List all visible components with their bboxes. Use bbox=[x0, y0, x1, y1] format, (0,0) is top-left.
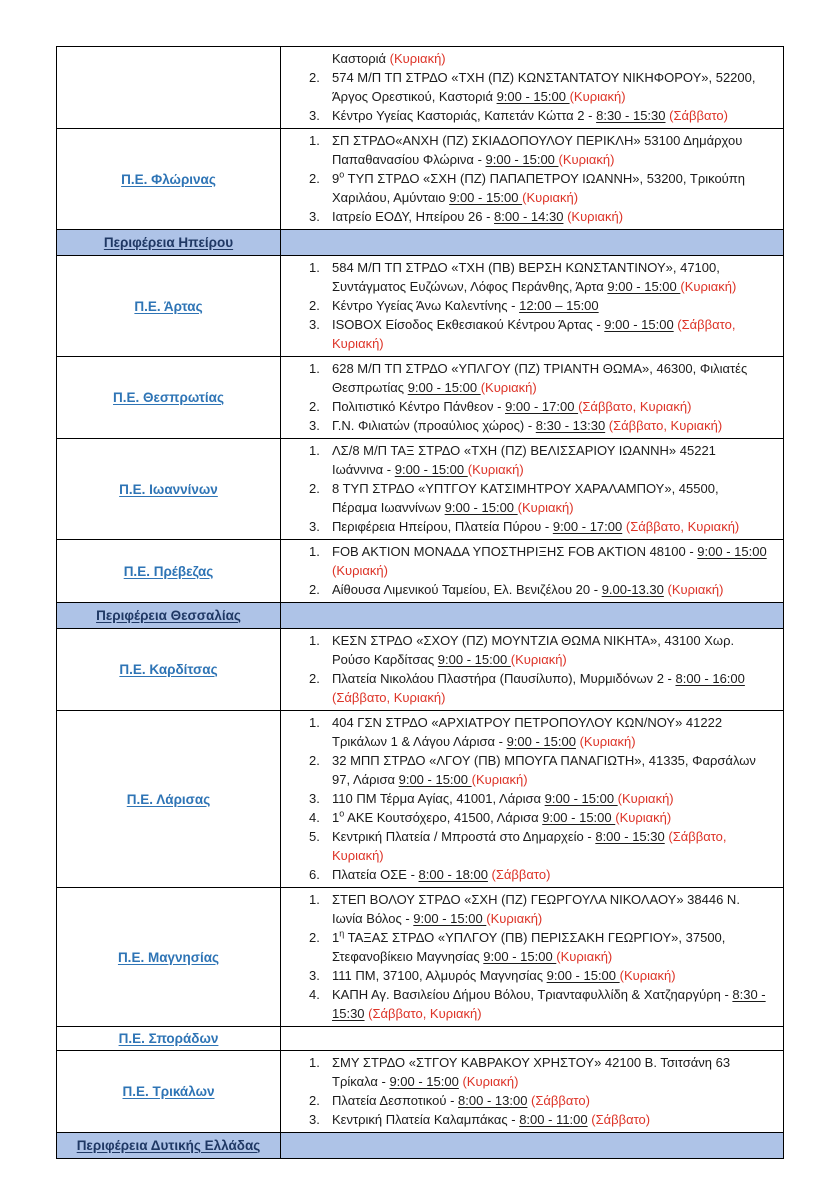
hours-segment: 9:00 - 15:00 bbox=[496, 89, 570, 104]
item-text-segment: 1 bbox=[332, 930, 340, 945]
region-label[interactable]: Π.Ε. Ιωαννίνων bbox=[119, 481, 218, 497]
table-row bbox=[57, 629, 784, 711]
item-text-segment: ΣΤΕΠ ΒΟΛΟΥ ΣΤΡΔΟ «ΣΧΗ (ΠΖ) ΓΕΩΡΓΟΥΛΑ ΝΙΚΟΛΑΟΥ» 38446 Ν. Ιωνία Βόλος - bbox=[332, 892, 740, 926]
day-segment: (Κυριακή) bbox=[467, 462, 524, 477]
item-text-segment: Καστοριά bbox=[332, 51, 390, 66]
item-number: 3. bbox=[309, 209, 320, 224]
table-row bbox=[57, 711, 784, 888]
item-text-segment: FOB AKTION ΜΟΝΑΔΑ ΥΠΟΣΤΗΡΙΞΗΣ FOB AKTION 48100 - bbox=[332, 544, 698, 559]
list-item bbox=[309, 669, 767, 707]
table-row bbox=[57, 1051, 784, 1133]
item-text-segment: 32 ΜΠΠ ΣΤΡΔΟ «ΛΓΟΥ (ΠΒ) ΜΠΟΥΓΑ ΠΑΝΑΓΙΩΤΗ», 41335, Φαρσάλων 97, Λάρισα bbox=[332, 753, 756, 787]
items-cell bbox=[281, 888, 784, 1027]
list-item bbox=[309, 1053, 767, 1091]
item-text-segment: Πλατεία ΟΣΕ - bbox=[332, 867, 419, 882]
day-segment: (Κυριακή) bbox=[522, 190, 579, 205]
hours-segment: 9:00 - 15:00 bbox=[398, 772, 472, 787]
day-segment: (Κυριακή) bbox=[567, 209, 624, 224]
item-number: 2. bbox=[309, 1093, 320, 1108]
section-row bbox=[57, 230, 784, 256]
item-text bbox=[332, 296, 767, 315]
region-cell bbox=[57, 129, 281, 230]
list-item bbox=[309, 713, 767, 751]
day-segment: (Σάββατο) bbox=[491, 867, 551, 882]
item-number: 6. bbox=[309, 867, 320, 882]
items-cell bbox=[281, 711, 784, 888]
item-number bbox=[309, 49, 332, 68]
item-number: 2. bbox=[309, 671, 320, 686]
section-empty-cell bbox=[281, 603, 784, 629]
item-text-segment: 8 ΤΥΠ ΣΤΡΔΟ «ΥΠΤΓΟΥ ΚΑΤΣΙΜΗΤΡΟΥ ΧΑΡΑΛΑΜΠΟΥ», 45500, Πέραμα Ιωαννίνων bbox=[332, 481, 719, 515]
item-text bbox=[332, 106, 767, 125]
hours-segment: 9:00 - 17:00 bbox=[552, 519, 623, 534]
item-text bbox=[332, 669, 767, 707]
day-segment: (Κυριακή) bbox=[667, 582, 724, 597]
region-label[interactable]: Π.Ε. Μαγνησίας bbox=[117, 949, 220, 965]
day-segment: (Κυριακή) bbox=[556, 949, 613, 964]
hours-segment: 9:00 - 17:00 bbox=[505, 399, 579, 414]
item-text bbox=[332, 169, 767, 207]
hours-segment: 9:00 - 15:00 bbox=[449, 190, 523, 205]
day-segment: (Κυριακή) bbox=[617, 791, 674, 806]
hours-segment: 8:00 - 16:00 bbox=[675, 671, 745, 686]
list-item bbox=[309, 827, 767, 865]
list-item bbox=[309, 397, 767, 416]
item-text bbox=[332, 751, 767, 789]
superscript-segment: η bbox=[339, 928, 345, 939]
hours-segment: 8:00 - 13:00 bbox=[458, 1093, 528, 1108]
hours-segment: 9:00 - 15:00 bbox=[389, 1074, 459, 1089]
region-label[interactable]: Π.Ε. Τρικάλων bbox=[122, 1084, 215, 1099]
hours-segment: 8:00 - 14:30 bbox=[494, 209, 564, 224]
day-segment: (Κυριακή) bbox=[462, 1074, 519, 1089]
list-item bbox=[309, 359, 767, 397]
list-item bbox=[309, 106, 767, 125]
item-text bbox=[332, 789, 767, 808]
item-number: 3. bbox=[309, 791, 320, 806]
table-row bbox=[57, 357, 784, 439]
section-empty-cell bbox=[281, 1133, 784, 1159]
list-item bbox=[309, 68, 767, 106]
day-segment: (Σάββατο, Κυριακή) bbox=[578, 399, 692, 414]
list-item bbox=[309, 315, 767, 353]
hours-segment: 9:00 - 15:00 bbox=[506, 734, 576, 749]
items-cell bbox=[281, 47, 784, 129]
item-number: 1. bbox=[309, 715, 320, 730]
item-number: 4. bbox=[309, 987, 320, 1002]
hours-segment: 12:00 – 15:00 bbox=[519, 298, 599, 313]
item-text bbox=[332, 359, 767, 397]
item-text bbox=[332, 315, 767, 353]
item-number: 2. bbox=[309, 70, 320, 85]
item-text bbox=[332, 542, 767, 580]
hours-segment: 9:00 - 15:00 bbox=[546, 968, 620, 983]
item-text-segment: ΛΣ/8 Μ/Π ΤΑΞ ΣΤΡΔΟ «ΤΧΗ (ΠΖ) ΒΕΛΙΣΣΑΡΙΟΥ ΙΩΑΝΝΗ» 45221 Ιωάννινα - bbox=[332, 443, 716, 477]
item-text bbox=[332, 580, 767, 599]
item-text bbox=[332, 966, 767, 985]
day-segment: (Σάββατο, Κυριακή) bbox=[332, 829, 727, 863]
item-text-segment: Πολιτιστικό Κέντρο Πάνθεον - bbox=[332, 399, 506, 414]
item-number: 2. bbox=[309, 171, 320, 186]
item-text-segment: 584 Μ/Π ΤΠ ΣΤΡΔΟ «ΤΧΗ (ΠΒ) ΒΕΡΣΗ ΚΩΝΣΤΑΝΤΙΝΟΥ», 47100, Συντάγματος Ευζώνων, Λόφος Περάνθης, Άρτα bbox=[332, 260, 720, 294]
day-segment: (Σάββατο, Κυριακή) bbox=[608, 418, 723, 433]
section-label-cell bbox=[57, 230, 281, 256]
item-number: 5. bbox=[309, 829, 320, 844]
section-empty-cell bbox=[281, 230, 784, 256]
item-number: 1. bbox=[309, 443, 320, 458]
section-label: Περιφέρεια Ηπείρου bbox=[103, 235, 234, 250]
region-cell bbox=[57, 540, 281, 603]
item-text-segment: Γ.Ν. Φιλιατών (προαύλιος χώρος) - bbox=[332, 418, 536, 433]
item-text-segment: 1 bbox=[332, 810, 340, 825]
item-text bbox=[332, 258, 767, 296]
day-segment: (Κυριακή) bbox=[558, 152, 615, 167]
day-segment: (Σάββατο) bbox=[531, 1093, 590, 1108]
section-row bbox=[57, 603, 784, 629]
item-text-segment: Κεντρική Πλατεία / Μπροστά στο Δημαρχείο - bbox=[332, 829, 596, 844]
item-text bbox=[332, 131, 767, 169]
region-label[interactable]: Π.Ε. Θεσπρωτίας bbox=[113, 390, 224, 405]
list-item bbox=[309, 865, 767, 884]
item-text-segment: 111 ΠΜ, 37100, Αλμυρός Μαγνησίας bbox=[332, 968, 547, 983]
item-text-segment: ΤΥΠ ΣΤΡΔΟ «ΣΧΗ (ΠΖ) ΠΑΠΑΠΕΤΡΟΥ ΙΩΑΝΝΗ», 53200, Τρικούπη Χαριλάου, Αμύνταιο bbox=[332, 171, 745, 205]
item-number: 2. bbox=[309, 298, 320, 313]
list-item bbox=[309, 631, 767, 669]
region-cell bbox=[57, 439, 281, 540]
item-number: 1. bbox=[309, 633, 320, 648]
region-cell bbox=[57, 711, 281, 888]
item-text-segment: ISOBOX Είσοδος Εκθεσιακού Κέντρου Άρτας - bbox=[332, 317, 605, 332]
item-number: 2. bbox=[309, 582, 320, 597]
schedule-table bbox=[56, 46, 784, 1159]
hours-segment: 8:30 - 13:30 bbox=[535, 418, 606, 433]
item-text bbox=[332, 1053, 767, 1091]
day-segment: (Κυριακή) bbox=[332, 563, 388, 578]
item-number: 1. bbox=[309, 260, 320, 275]
item-text-segment: Ιατρείο ΕΟΔΥ, Ηπείρου 26 - bbox=[332, 209, 495, 224]
section-label: Περιφέρεια Δυτικής Ελλάδας bbox=[76, 1138, 261, 1153]
list-item bbox=[309, 1110, 767, 1129]
item-text bbox=[332, 1091, 767, 1110]
list-item bbox=[309, 966, 767, 985]
item-text bbox=[332, 479, 767, 517]
day-segment: (Κυριακή) bbox=[619, 968, 676, 983]
region-label[interactable]: Π.Ε. Σποράδων bbox=[118, 1031, 219, 1046]
list-item bbox=[309, 751, 767, 789]
table-row bbox=[57, 540, 784, 603]
item-text-segment: 110 ΠΜ Τέρμα Αγίας, 41001, Λάρισα bbox=[332, 791, 545, 806]
day-segment: (Σάββατο) bbox=[591, 1112, 651, 1127]
list-item bbox=[309, 169, 767, 207]
item-number: 1. bbox=[309, 361, 320, 376]
item-text bbox=[332, 890, 767, 928]
item-text-segment: Πλατεία Νικολάου Πλαστήρα (Παυσίλυπο), Μυρμιδόνων 2 - bbox=[332, 671, 676, 686]
item-text-segment: ΣΜΥ ΣΤΡΔΟ «ΣΤΓΟΥ ΚΑΒΡΑΚΟΥ ΧΡΗΣΤΟΥ» 42100 Β. Τσιτσάνη 63 Τρίκαλα - bbox=[332, 1055, 731, 1089]
hours-segment: 8:00 - 15:30 bbox=[595, 829, 665, 844]
day-segment: (Κυριακή) bbox=[389, 51, 446, 66]
section-label-cell bbox=[57, 603, 281, 629]
item-number: 3. bbox=[309, 108, 320, 123]
region-cell bbox=[57, 1051, 281, 1133]
list-item bbox=[309, 928, 767, 966]
list-item bbox=[309, 808, 767, 827]
item-text bbox=[332, 1110, 767, 1129]
item-text-segment: 574 Μ/Π ΤΠ ΣΤΡΔΟ «ΤΧΗ (ΠΖ) ΚΩΝΣΤΑΝΤΑΤΟΥ ΝΙΚΗΦΟΡΟΥ», 52200, Άργος Ορεστικού, Καστοριά bbox=[332, 70, 756, 104]
item-text bbox=[332, 865, 767, 884]
hours-segment: 9:00 - 15:00 bbox=[394, 462, 468, 477]
hours-segment: 9:00 - 15:00 bbox=[542, 810, 616, 825]
hours-segment: 9:00 - 15:00 bbox=[485, 152, 559, 167]
hours-segment: 9:00 - 15:00 bbox=[444, 500, 518, 515]
list-item bbox=[309, 296, 767, 315]
items-cell bbox=[281, 540, 784, 603]
list-item bbox=[309, 517, 767, 536]
item-text-segment: Κέντρο Υγείας Άνω Καλεντίνης - bbox=[332, 298, 520, 313]
region-label[interactable]: Π.Ε. Πρέβεζας bbox=[123, 563, 214, 579]
item-text-segment: ΑΚΕ Κουτσόχερο, 41500, Λάρισα bbox=[344, 810, 543, 825]
item-text bbox=[332, 441, 767, 479]
items-cell bbox=[281, 1027, 784, 1051]
item-text-segment: Αίθουσα Λιμενικού Ταμείου, Ελ. Βενιζέλου 20 - bbox=[332, 582, 602, 597]
items-cell bbox=[281, 129, 784, 230]
list-item bbox=[309, 131, 767, 169]
day-segment: (Κυριακή) bbox=[471, 772, 528, 787]
hours-segment: 9:00 - 15:00 bbox=[604, 317, 674, 332]
table-row bbox=[57, 256, 784, 357]
item-text bbox=[332, 827, 767, 865]
item-number: 1. bbox=[309, 133, 320, 148]
day-segment: (Κυριακή) bbox=[615, 810, 672, 825]
list-item bbox=[309, 441, 767, 479]
item-text bbox=[332, 397, 767, 416]
table-row bbox=[57, 1027, 784, 1051]
region-cell bbox=[57, 888, 281, 1027]
hours-segment: 9:00 - 15:00 bbox=[483, 949, 557, 964]
table-row bbox=[57, 888, 784, 1027]
item-text-segment: Πλατεία Δεσποτικού - bbox=[332, 1093, 459, 1108]
superscript-segment: ο bbox=[339, 169, 345, 180]
day-segment: (Σάββατο, Κυριακή) bbox=[332, 690, 446, 705]
region-cell bbox=[57, 256, 281, 357]
list-item bbox=[309, 479, 767, 517]
hours-segment: 8:30 - 15:30 bbox=[332, 987, 766, 1021]
item-number: 2. bbox=[309, 399, 320, 414]
table-row bbox=[57, 47, 784, 129]
item-number: 3. bbox=[309, 519, 320, 534]
region-cell bbox=[57, 47, 281, 129]
item-number: 2. bbox=[309, 930, 320, 945]
item-text bbox=[332, 985, 767, 1023]
superscript-segment: ο bbox=[339, 808, 345, 819]
item-number: 2. bbox=[309, 753, 320, 768]
item-text bbox=[332, 631, 767, 669]
item-number: 1. bbox=[309, 892, 320, 907]
item-text bbox=[332, 808, 767, 827]
region-cell bbox=[57, 357, 281, 439]
item-number: 1. bbox=[309, 1055, 320, 1070]
day-segment: (Σάββατο, Κυριακή) bbox=[368, 1006, 482, 1021]
item-text-segment: Κεντρική Πλατεία Καλαμπάκας - bbox=[332, 1112, 520, 1127]
items-cell bbox=[281, 629, 784, 711]
hours-segment: 9:00 - 15:00 bbox=[544, 791, 618, 806]
hours-segment: 8:30 - 15:30 bbox=[596, 108, 666, 123]
item-number: 3. bbox=[309, 418, 320, 433]
item-text-segment: ΚΑΠΗ Αγ. Βασιλείου Δήμου Βόλου, Τριανταφυλλίδη & Χατζηαργύρη - bbox=[332, 987, 733, 1002]
region-cell bbox=[57, 1027, 281, 1051]
day-segment: (Κυριακή) bbox=[680, 279, 737, 294]
section-label: Περιφέρεια Θεσσαλίας bbox=[96, 608, 241, 623]
section-row bbox=[57, 1133, 784, 1159]
hours-segment: 9.00-13.30 bbox=[601, 582, 664, 597]
item-text bbox=[332, 49, 767, 68]
list-item bbox=[309, 542, 767, 580]
region-cell bbox=[57, 629, 281, 711]
item-text-segment: ΣΠ ΣΤΡΔΟ«ΑΝΧΗ (ΠΖ) ΣΚΙΑΔΟΠΟΥΛΟΥ ΠΕΡΙΚΛΗ» 53100 Δημάρχου Παπαθανασίου Φλώρινα - bbox=[332, 133, 743, 167]
list-item bbox=[309, 416, 767, 435]
day-segment: (Σάββατο, Κυριακή) bbox=[625, 519, 740, 534]
items-cell bbox=[281, 1051, 784, 1133]
region-label[interactable]: Π.Ε. Άρτας bbox=[134, 298, 203, 314]
hours-segment: 9:00 - 15:00 bbox=[437, 652, 511, 667]
items-cell bbox=[281, 256, 784, 357]
table-row bbox=[57, 129, 784, 230]
list-item bbox=[309, 985, 767, 1023]
day-segment: (Κυριακή) bbox=[517, 500, 574, 515]
day-segment: (Κυριακή) bbox=[486, 911, 543, 926]
item-text bbox=[332, 68, 767, 106]
item-text-segment: Κέντρο Υγείας Καστοριάς, Καπετάν Κώττα 2 - bbox=[332, 108, 597, 123]
list-item bbox=[309, 207, 767, 226]
region-label[interactable]: Π.Ε. Φλώρινας bbox=[121, 171, 216, 187]
item-text bbox=[332, 207, 767, 226]
region-label[interactable]: Π.Ε. Καρδίτσας bbox=[119, 662, 218, 677]
hours-segment: 9:00 - 15:00 bbox=[407, 380, 481, 395]
item-number: 1. bbox=[309, 544, 320, 559]
list-item bbox=[309, 890, 767, 928]
item-number: 2. bbox=[309, 481, 320, 496]
hours-segment: 9:00 - 15:00 bbox=[607, 279, 681, 294]
item-number: 3. bbox=[309, 1112, 320, 1127]
items-cell bbox=[281, 439, 784, 540]
item-text-segment: Περιφέρεια Ηπείρου, Πλατεία Πύρου - bbox=[332, 519, 553, 534]
day-segment: (Κυριακή) bbox=[579, 734, 636, 749]
item-text bbox=[332, 713, 767, 751]
item-text bbox=[332, 416, 767, 435]
hours-segment: 9:00 - 15:00 bbox=[697, 544, 767, 559]
day-segment: (Κυριακή) bbox=[510, 652, 567, 667]
item-text-segment: 628 Μ/Π ΤΠ ΣΤΡΔΟ «ΥΠΛΓΟΥ (ΠΖ) ΤΡΙΑΝΤΗ ΘΩΜΑ», 46300, Φιλιατές Θεσπρωτίας bbox=[332, 361, 748, 395]
day-segment: (Σάββατο, Κυριακή) bbox=[332, 317, 736, 351]
list-item bbox=[309, 580, 767, 599]
items-cell bbox=[281, 357, 784, 439]
region-label[interactable]: Π.Ε. Λάρισας bbox=[126, 791, 211, 807]
item-number: 3. bbox=[309, 317, 320, 332]
list-item bbox=[309, 789, 767, 808]
day-segment: (Κυριακή) bbox=[480, 380, 537, 395]
table-row bbox=[57, 439, 784, 540]
day-segment: (Σάββατο) bbox=[669, 108, 728, 123]
item-text-segment: 404 ΓΣΝ ΣΤΡΔΟ «ΑΡΧΙΑΤΡΟΥ ΠΕΤΡΟΠΟΥΛΟΥ ΚΩΝ/ΝΟΥ» 41222 Τρικάλων 1 & Λάγου Λάρισα - bbox=[332, 715, 723, 749]
day-segment: (Κυριακή) bbox=[569, 89, 626, 104]
item-text-segment: ΚΕΣΝ ΣΤΡΔΟ «ΣΧΟΥ (ΠΖ) ΜΟΥΝΤΖΙΑ ΘΩΜΑ ΝΙΚΗΤΑ», 43100 Χωρ. Ρούσο Καρδίτσας bbox=[332, 633, 735, 667]
item-number: 4. bbox=[309, 810, 320, 825]
item-text-segment: 9 bbox=[332, 171, 340, 186]
section-label-cell bbox=[57, 1133, 281, 1159]
item-text-segment: ΤΑΞΑΣ ΣΤΡΔΟ «ΥΠΛΓΟΥ (ΠΒ) ΠΕΡΙΣΣΑΚΗ ΓΕΩΡΓΙΟΥ», 37500, Στεφανοβίκειο Μαγνησίας bbox=[332, 930, 726, 964]
list-item bbox=[309, 258, 767, 296]
hours-segment: 9:00 - 15:00 bbox=[413, 911, 487, 926]
item-text bbox=[332, 928, 767, 966]
list-item bbox=[309, 49, 767, 68]
hours-segment: 8:00 - 11:00 bbox=[519, 1112, 588, 1127]
hours-segment: 8:00 - 18:00 bbox=[418, 867, 488, 882]
item-number: 3. bbox=[309, 968, 320, 983]
item-text bbox=[332, 517, 767, 536]
list-item bbox=[309, 1091, 767, 1110]
